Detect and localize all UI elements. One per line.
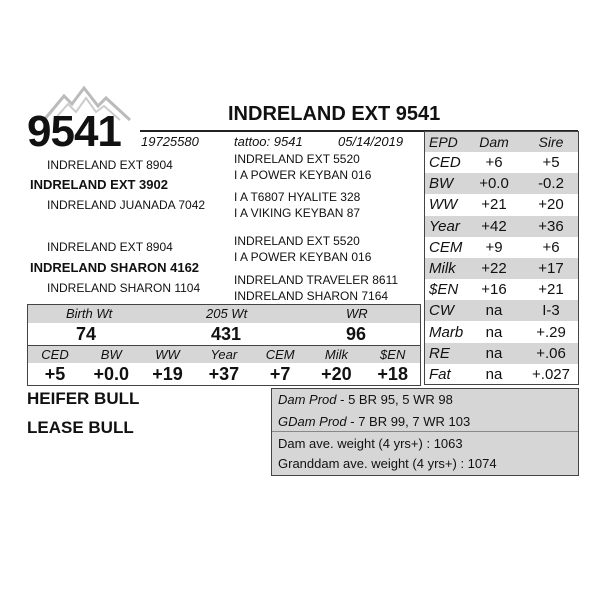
gdam-prod-value: - 7 BR 99, 7 WR 103 (346, 414, 471, 429)
epd-label: CW (429, 302, 454, 320)
pedigree-r4: I A VIKING KEYBAN 87 (234, 206, 361, 220)
epd-label: CEM (429, 238, 463, 256)
epd-label: RE (429, 344, 450, 362)
epd-sire: +5 (542, 154, 560, 171)
pedigree-r5: INDRELAND EXT 5520 (234, 234, 360, 248)
calf-epd-value: +18 (377, 364, 408, 384)
epd-dam: na (485, 323, 503, 341)
birth-weight-label: Birth Wt (66, 306, 113, 321)
dam-prod-label: Dam Prod (278, 392, 337, 407)
calf-epd-label: $EN (380, 347, 406, 362)
calf-epd-header (28, 346, 420, 363)
epd-dam: na (485, 366, 503, 383)
calf-epd-value: +0.0 (93, 364, 130, 384)
epd-label: Year (429, 217, 460, 235)
epd-label: $EN (429, 281, 459, 299)
pedigree-r8: INDRELAND SHARON 7164 (234, 289, 389, 303)
epd-dam: +42 (481, 217, 507, 235)
epd-sire: +17 (538, 260, 564, 277)
calf-epd-label: CEM (265, 347, 295, 362)
pedigree-sire-dam: INDRELAND JUANADA 7042 (47, 198, 206, 212)
epd-dam: +16 (481, 281, 507, 299)
lease-bull-tag: LEASE BULL (27, 418, 134, 437)
calf-epd-value: +5 (44, 364, 66, 384)
epd-sire: +36 (538, 217, 564, 235)
epd-sire: +6 (542, 238, 560, 256)
calf-epd-label: Year (210, 347, 238, 362)
epd-sire: +.027 (532, 366, 570, 383)
production-divider (272, 431, 578, 432)
birth-weight-value: 74 (76, 324, 97, 344)
lot-number: 9541 (27, 107, 121, 156)
epd-dam: +9 (485, 238, 503, 256)
pedigree-r1: INDRELAND EXT 5520 (234, 152, 360, 166)
calf-epd-label: WW (155, 347, 180, 362)
weight-ratio-label: WR (346, 306, 368, 321)
epd-dam: +22 (481, 260, 507, 277)
epd-dam: +6 (485, 154, 503, 171)
calf-epd-box (27, 346, 421, 386)
animal-name: INDRELAND EXT 9541 (228, 103, 441, 125)
epd-label: Fat (429, 366, 451, 383)
epd-row-ww (425, 194, 578, 215)
weight-ratio-value: 96 (346, 324, 367, 344)
epd-row-bw (425, 173, 578, 194)
pedigree-dam: INDRELAND SHARON 4162 (30, 260, 200, 275)
registration-number: 19725580 (141, 134, 199, 149)
pedigree-dam-dam: INDRELAND SHARON 1104 (47, 281, 201, 295)
granddam-average-weight: Granddam ave. weight (4 yrs+) : 1074 (278, 456, 497, 471)
epd-row-cw (425, 300, 578, 321)
pedigree-r7: INDRELAND TRAVELER 8611 (234, 273, 399, 287)
epd-row-fat (425, 364, 578, 385)
calf-epd-value: +37 (208, 364, 240, 384)
epd-sire: +21 (538, 281, 564, 299)
performance-header (28, 305, 420, 323)
pedigree-dam-sire: INDRELAND EXT 8904 (47, 240, 173, 254)
epd-label: Milk (429, 260, 456, 277)
calf-epd-value: +7 (269, 364, 291, 384)
pedigree-r2: I A POWER KEYBAN 016 (234, 168, 372, 182)
epd-header-sire: Sire (538, 134, 564, 150)
weaning-weight-value: 431 (211, 324, 242, 344)
epd-dam: na (485, 344, 503, 362)
dam-average-weight: Dam ave. weight (4 yrs+) : 1063 (278, 436, 463, 451)
birth-date: 05/14/2019 (338, 134, 404, 149)
performance-box (27, 304, 421, 346)
epd-table (424, 131, 579, 385)
epd-row-re (425, 343, 578, 364)
epd-label: Marb (429, 323, 464, 341)
epd-row-ced (425, 152, 578, 173)
epd-table-header (425, 132, 578, 152)
epd-label: WW (429, 196, 458, 214)
epd-dam: na (485, 302, 503, 320)
epd-sire: +.06 (536, 344, 566, 362)
epd-label: BW (429, 175, 454, 193)
tattoo: tattoo: 9541 (234, 134, 303, 149)
pedigree-sire-sire-sire: INDRELAND EXT 8904 (47, 158, 173, 172)
epd-header-dam: Dam (479, 134, 509, 150)
gdam-prod (278, 415, 470, 428)
production-box (271, 388, 579, 476)
calf-epd-label: Milk (324, 347, 348, 362)
pedigree-r3: I A T6807 HYALITE 328 (234, 190, 361, 204)
weaning-weight-label: 205 Wt (206, 306, 248, 321)
epd-row-year (425, 216, 578, 237)
dam-prod-value: - 5 BR 95, 5 WR 98 (336, 392, 453, 407)
dam-prod (278, 393, 453, 406)
pedigree-sire: INDRELAND EXT 3902 (30, 177, 168, 192)
heifer-bull-tag: HEIFER BULL (27, 389, 140, 408)
pedigree-r6: I A POWER KEYBAN 016 (234, 250, 372, 264)
calf-epd-value: +20 (321, 364, 352, 384)
epd-header-label: EPD (429, 134, 458, 150)
epd-row-marb (425, 322, 578, 343)
calf-epd-value: +19 (152, 364, 183, 384)
gdam-prod-label: GDam Prod (278, 414, 347, 429)
epd-sire: +.29 (536, 323, 566, 341)
epd-dam: +0.0 (479, 175, 509, 193)
epd-sire: +20 (538, 196, 564, 214)
calf-epd-label: BW (100, 347, 122, 362)
epd-sire: I-3 (542, 302, 560, 320)
epd-label: CED (429, 154, 461, 171)
epd-row-cem (425, 237, 578, 258)
epd-row-en (425, 279, 578, 300)
epd-sire: -0.2 (538, 175, 564, 193)
calf-epd-label: CED (41, 347, 69, 362)
epd-row-milk (425, 258, 578, 279)
epd-dam: +21 (481, 196, 507, 214)
